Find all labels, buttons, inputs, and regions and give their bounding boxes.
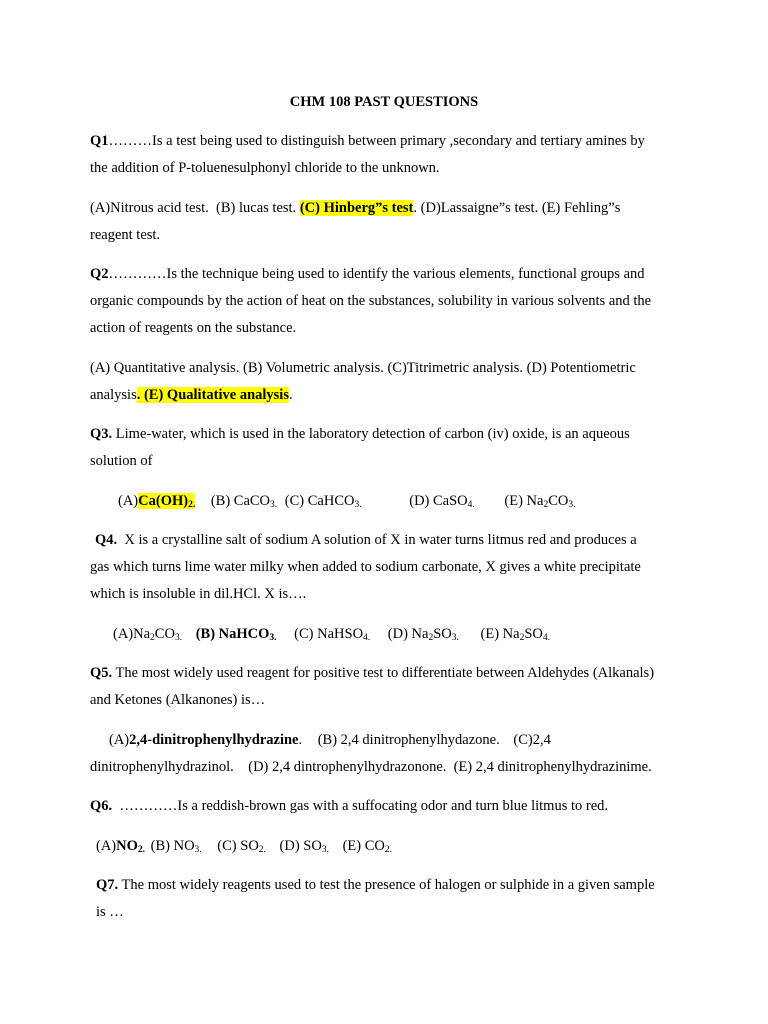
q6-option-d: (D) SO3. bbox=[279, 838, 329, 855]
q2-line2: organic compounds by the action of heat on the substances, solubility in various solvents and the bbox=[90, 293, 652, 309]
q3-stem bbox=[90, 421, 690, 475]
q1-line1: Is a test being used to distinguish between primary ,secondary and tertiary amines by bbox=[152, 133, 645, 149]
q3-option-a-label: (A) bbox=[118, 493, 139, 509]
q1-option-a: (A)Nitrous acid test. bbox=[90, 200, 209, 216]
q4-line3: which is insoluble in dil.HCl. X is…. bbox=[90, 586, 307, 602]
q3-options bbox=[118, 488, 718, 515]
q4-options bbox=[113, 621, 713, 648]
q6-options bbox=[96, 833, 696, 860]
q5-option-a-end: . bbox=[298, 732, 303, 748]
q4-line1: X is a crystalline salt of sodium A solution of X in water turns litmus red and produces a bbox=[124, 532, 637, 548]
q5-line1: The most widely used reagent for positive test to differentiate between Aldehydes (Alkanals) bbox=[115, 665, 655, 681]
q6-line1: Is a reddish-brown gas with a suffocating odor and turn blue litmus to red. bbox=[177, 798, 609, 814]
q4-option-e: (E) Na2SO4. bbox=[480, 626, 550, 643]
q5-option-a-label: (A) bbox=[109, 732, 130, 748]
q2-options-end: . bbox=[288, 387, 293, 403]
q3-option-d: (D) CaSO4. bbox=[409, 493, 475, 510]
q6-option-a-label: (A) bbox=[96, 838, 117, 854]
q1-options bbox=[90, 195, 690, 249]
q6-number: Q6. bbox=[90, 798, 113, 814]
q1-stem bbox=[90, 128, 690, 182]
q4-option-c: (C) NaHSO4. bbox=[294, 626, 371, 643]
q7-stem bbox=[96, 872, 696, 926]
q4-line2: gas which turns lime water milky when added to sodium carbonate, X gives a white precipitate bbox=[90, 559, 641, 575]
q6-option-c: (C) SO2. bbox=[217, 838, 266, 855]
q1-option-e-cont: reagent test. bbox=[90, 227, 161, 243]
q4-number: Q4. bbox=[95, 532, 118, 548]
q1-dots: ……… bbox=[108, 133, 153, 149]
q3-line1: Lime-water, which is used in the laboratory detection of carbon (iv) oxide, is an aqueous bbox=[115, 426, 630, 442]
q5-number: Q5. bbox=[90, 665, 113, 681]
q3-number: Q3. bbox=[90, 426, 113, 442]
q3-option-c: (C) CaHCO3. bbox=[284, 493, 362, 510]
q1-line2: the addition of P-toluenesulphonyl chloride to the unknown. bbox=[90, 160, 440, 176]
q2-dots: ………… bbox=[108, 266, 167, 282]
q5-stem bbox=[90, 660, 690, 714]
q5-options bbox=[109, 727, 709, 754]
q2-option-e-answer: . (E) Qualitative analysis bbox=[136, 387, 289, 403]
q6-stem bbox=[90, 793, 690, 820]
q2-options-line2: analysis bbox=[90, 387, 137, 403]
q3-option-b: (B) CaCO3. bbox=[210, 493, 278, 510]
q2-line3: action of reagents on the substance. bbox=[90, 320, 297, 336]
q6-option-b: (B) NO3. bbox=[150, 838, 202, 855]
q1-option-c-answer: (C) Hinberg”s test bbox=[299, 200, 414, 216]
q2-line1: Is the technique being used to identify the various elements, functional groups and bbox=[166, 266, 645, 282]
q5-line2: and Ketones (Alkanones) is… bbox=[90, 692, 266, 708]
q4-stem-cont bbox=[90, 554, 690, 608]
q4-option-a: (A)Na2CO3. bbox=[113, 626, 183, 643]
q3-line2: solution of bbox=[90, 453, 153, 469]
q2-options bbox=[90, 355, 690, 409]
q3-option-a-answer: Ca(OH)2. bbox=[138, 493, 196, 510]
q7-line2: is … bbox=[96, 904, 124, 920]
q5-option-a-answer: 2,4-dinitrophenylhydrazine bbox=[129, 732, 299, 748]
q4-stem bbox=[95, 527, 695, 554]
q5-options-cont bbox=[90, 754, 690, 781]
q1-option-d: . (D)Lassaigne”s test. (E) Fehling”s bbox=[413, 200, 621, 216]
q4-option-b-answer: (B) NaHCO3. bbox=[195, 626, 277, 643]
q2-stem bbox=[90, 261, 690, 342]
q5-options-line2: dinitrophenylhydrazinol. (D) 2,4 dintrophenylhydrazonone. (E) 2,4 dinitrophenylhydrazinime. bbox=[90, 759, 652, 775]
q4-option-d: (D) Na2SO3. bbox=[387, 626, 459, 643]
q5-option-c: (C)2,4 bbox=[513, 732, 551, 748]
q7-line1: The most widely reagents used to test the presence of halogen or sulphide in a given sample bbox=[121, 877, 655, 893]
q2-options-line1: (A) Quantitative analysis. (B) Volumetric analysis. (C)Titrimetric analysis. (D) Potentiometric bbox=[90, 360, 636, 376]
q2-number: Q2 bbox=[90, 266, 109, 282]
q7-number: Q7. bbox=[96, 877, 119, 893]
q3-option-e: (E) Na2CO3. bbox=[504, 493, 576, 510]
q6-option-e: (E) CO2. bbox=[342, 838, 393, 855]
q6-dots: ………… bbox=[119, 798, 178, 814]
q1-number: Q1 bbox=[90, 133, 109, 149]
q5-option-b: (B) 2,4 dinitrophenylhydazone. bbox=[317, 732, 500, 748]
page-title: CHM 108 PAST QUESTIONS bbox=[289, 94, 479, 110]
q6-option-a-answer: NO2. bbox=[116, 838, 146, 855]
q1-option-b: (B) lucas test. bbox=[216, 200, 297, 216]
